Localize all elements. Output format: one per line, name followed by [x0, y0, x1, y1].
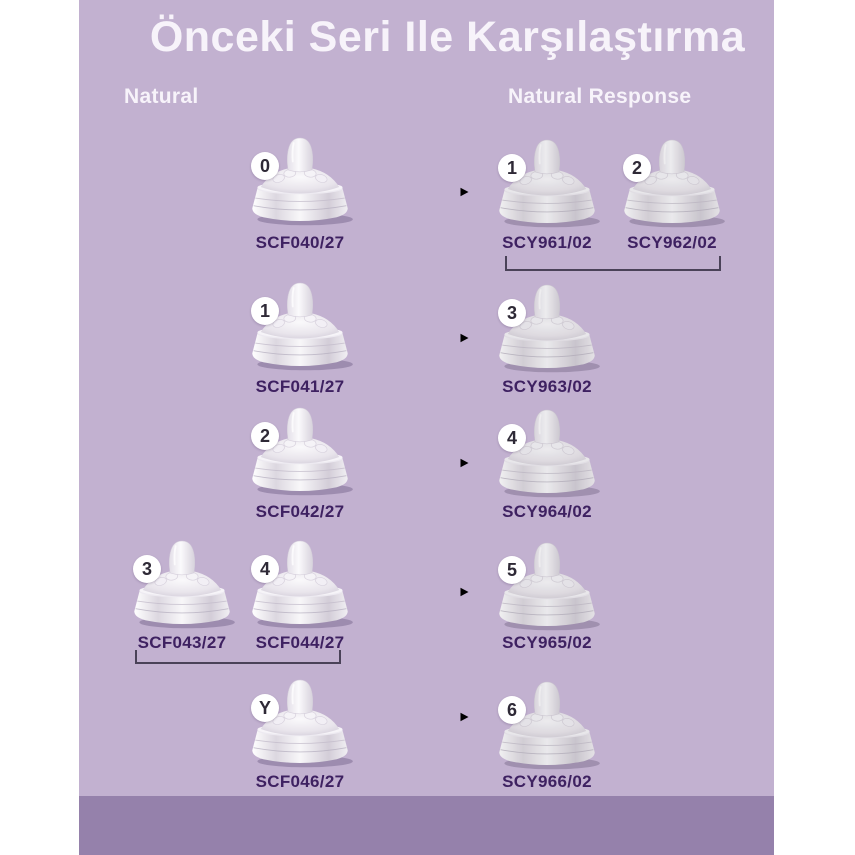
footer-strip: [79, 796, 774, 855]
teat-image: [491, 540, 603, 632]
size-badge: 4: [251, 555, 279, 583]
teat-image: [491, 282, 603, 374]
arrow-right-icon: [372, 586, 470, 598]
teat-image: [244, 280, 356, 372]
size-badge: 4: [498, 424, 526, 452]
product-code: SCF042/27: [255, 502, 345, 521]
size-badge: 3: [498, 299, 526, 327]
size-badge: 2: [251, 422, 279, 450]
page-title: Önceki Seri Ile Karşılaştırma: [149, 13, 746, 61]
size-badge: 6: [498, 696, 526, 724]
size-badge: 1: [498, 154, 526, 182]
teat-image: [244, 677, 356, 769]
teat-image: [126, 538, 238, 630]
product-code: SCY962/02: [627, 233, 717, 252]
product-code: SCF043/27: [137, 633, 227, 652]
teat-image: [616, 137, 728, 229]
group-bracket: [135, 650, 341, 664]
product-code: SCY963/02: [502, 377, 592, 396]
teat-image: [244, 405, 356, 497]
teat-image: [244, 135, 356, 227]
teat-image: [491, 407, 603, 499]
teat-image: [491, 137, 603, 229]
teat-image: [491, 679, 603, 771]
size-badge: 5: [498, 556, 526, 584]
arrow-right-icon: [372, 332, 470, 344]
arrow-right-icon: [372, 186, 470, 198]
group-bracket: [505, 256, 721, 271]
comparison-panel: [79, 0, 774, 855]
size-badge: 0: [251, 152, 279, 180]
size-badge: 2: [623, 154, 651, 182]
product-code: SCF041/27: [255, 377, 345, 396]
size-badge: 1: [251, 297, 279, 325]
product-code: SCF040/27: [255, 233, 345, 252]
product-code: SCY966/02: [502, 772, 592, 791]
product-code: SCY965/02: [502, 633, 592, 652]
column-header-natural-response: Natural Response: [508, 85, 692, 108]
column-header-natural: Natural: [124, 85, 199, 108]
size-badge: Y: [251, 694, 279, 722]
arrow-right-icon: [372, 457, 470, 469]
teat-image: [244, 538, 356, 630]
arrow-right-icon: [372, 711, 470, 723]
product-code: SCF046/27: [255, 772, 345, 791]
product-code: SCF044/27: [255, 633, 345, 652]
product-code: SCY964/02: [502, 502, 592, 521]
size-badge: 3: [133, 555, 161, 583]
product-code: SCY961/02: [502, 233, 592, 252]
